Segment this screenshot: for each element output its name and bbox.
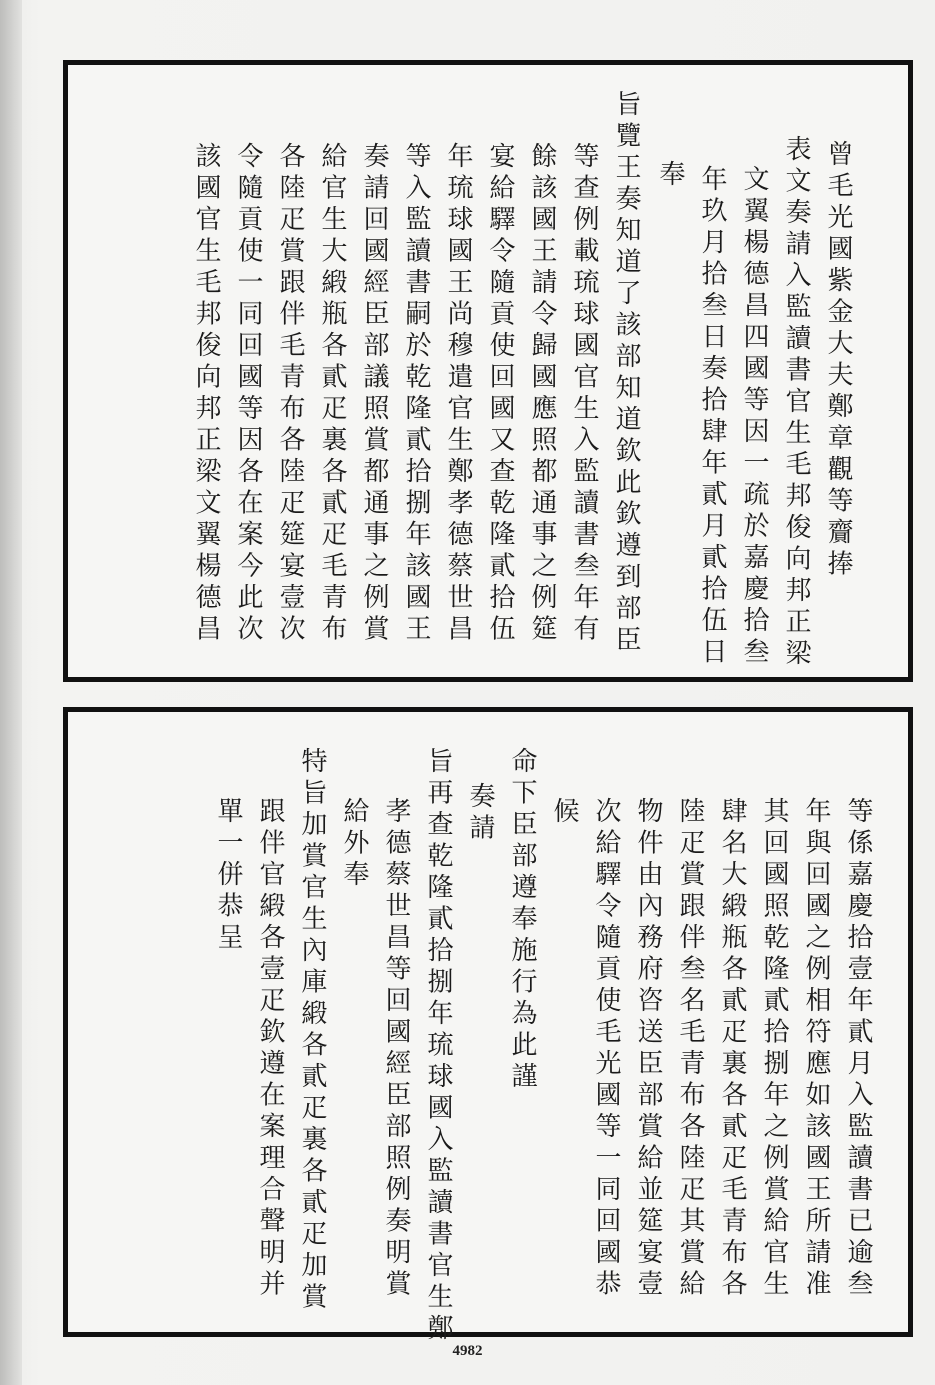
text-column: 曾毛光國紫金大夫鄭章觀等齎捧 — [823, 140, 853, 581]
text-column: 候 — [549, 797, 579, 829]
text-column: 特旨加賞官生內庫緞各貳疋裏各貳疋加賞 — [297, 747, 327, 1314]
text-column: 陸疋賞跟伴叁名毛青布各陸疋其賞給 — [675, 797, 705, 1301]
text-column: 等係嘉慶拾壹年貳月入監讀書已逾叁 — [843, 797, 873, 1301]
text-column: 其回國照乾隆貳拾捌年之例賞給官生 — [759, 797, 789, 1301]
text-column: 該國官生毛邦俊向邦正梁文翼楊德昌 — [191, 142, 221, 646]
text-column: 等查例載琉球國官生入監讀書叁年有 — [569, 142, 599, 646]
text-column: 令隨貢使一同回國等因各在案今此次 — [233, 142, 263, 646]
text-column: 給外奉 — [339, 797, 369, 892]
text-column: 年玖月拾叁日奏拾肆年貳月貳拾伍日 — [697, 165, 727, 669]
text-column: 等入監讀書嗣於乾隆貳拾捌年該國王 — [401, 142, 431, 646]
text-column: 孝德蔡世昌等回國經臣部照例奏明賞 — [381, 797, 411, 1301]
text-column: 表文奏請入監讀書官生毛邦俊向邦正梁 — [781, 135, 811, 671]
text-column: 跟伴官緞各壹疋欽遵在案理合聲明并 — [255, 797, 285, 1301]
text-column: 各陸疋賞跟伴毛青布各陸疋筵宴壹次 — [275, 142, 305, 646]
text-column: 年琉球國王尚穆遣官生鄭孝德蔡世昌 — [443, 142, 473, 646]
text-column: 物件由內務府咨送臣部賞給並筵宴壹 — [633, 797, 663, 1301]
text-column: 肆名大緞瓶各貳疋裏各貳疋毛青布各 — [717, 797, 747, 1301]
text-column: 旨再查乾隆貳拾捌年琉球國入監讀書官生鄭 — [423, 747, 453, 1346]
text-column: 奏請回國經臣部議照賞都通事之例賞 — [359, 142, 389, 646]
text-column: 年與回國之例相符應如該國王所請准 — [801, 797, 831, 1301]
text-column: 奉 — [655, 160, 685, 192]
book-binding-edge — [0, 0, 22, 1385]
text-column: 命下臣部遵奉施行為此謹 — [507, 747, 537, 1094]
text-column: 給官生大緞瓶各貳疋裏各貳疋毛青布 — [317, 142, 347, 646]
text-column: 旨覽王奏知道了該部知道欽此欽遵到部臣 — [611, 90, 641, 657]
text-column: 餘該國王請令歸國應照都通事之例筵 — [527, 142, 557, 646]
text-column: 奏請 — [465, 782, 495, 845]
text-column: 次給驛令隨貢使毛光國等一同回國恭 — [591, 797, 621, 1301]
text-column: 宴給驛令隨貢使回國又查乾隆貳拾伍 — [485, 142, 515, 646]
text-column: 文翼楊德昌四國等因一疏於嘉慶拾叁 — [739, 165, 769, 669]
bottom-text-panel — [63, 707, 913, 1346]
top-text-panel — [63, 60, 913, 682]
page-number: 4982 — [452, 1343, 483, 1359]
text-column: 單一併恭呈 — [213, 797, 243, 955]
